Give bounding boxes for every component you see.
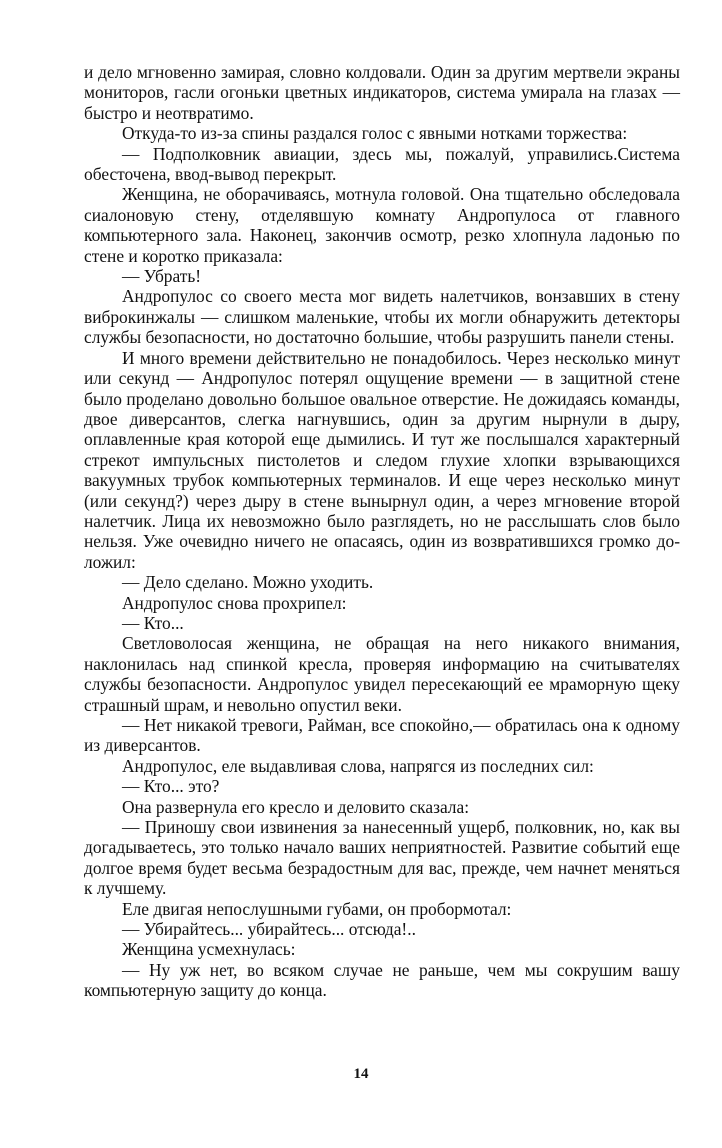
paragraph: Андропулос снова прохрипел: [122, 592, 347, 613]
paragraph: — Кто... это? [122, 776, 220, 797]
paragraph: — Кто... [122, 612, 184, 633]
paragraph: И много времени действительно не понадобилось. Через несколько минут или секунд — Андропулос потерял ощущение времени — в защитной стене было проделано довольно большое овальное отверстие. Не дожидаясь команды, двое диверсантов, слегка нагнувшись, один за другим нырнули в дыру, оплавленные края которой еще дымились. И тут же послышался характерный стрекот импульсных пистолетов и следом глухие хлопки взрывающихся вакуумных трубок компьютерных терминалов. И еще через несколько минут (или секунд?) через дыру в стене вынырнул один, а через мгновение второй налетчик. Лица их невозможно было разглядеть, но не расслышать слов было нельзя. Уже очевидно ничего не опасаясь, один из возвратившихся громко доложил: [84, 347, 680, 572]
paragraph: Женщина, не оборачиваясь, мотнула головой. Она тщательно обследовала сиалоновую стену, отделявшую комнату Андропулоса от главного компьютерного зала. Наконец, закончив осмотр, резко хлопнула ладонью по стене и коротко приказала: [84, 184, 680, 266]
paragraph: Андропулос, еле выдавливая слова, напрягся из последних сил: [122, 755, 594, 776]
paragraph: — Убирайтесь... убирайтесь... отсюда!.. [122, 919, 416, 940]
paragraph: Еле двигая непослушными губами, он пробормотал: [122, 898, 512, 919]
page-body [84, 62, 680, 1001]
paragraph: — Ну уж нет, во всяком случае не раньше, чем мы сокрушим вашу компьютерную защиту до конца. [84, 959, 680, 1001]
paragraph: Светловолосая женщина, не обращая на него никакого внимания, наклонилась над спинкой кресла, проверяя информацию на считывателях службы безопасности. Андропулос увидел пересекающий ее мраморную щеку страшный шрам, и невольно опустил веки. [84, 633, 680, 715]
paragraph: — Убрать! [122, 266, 202, 287]
paragraph: — Нет никакой тревоги, Райман, все спокойно,— обратилась она к одному из диверсантов. [84, 715, 680, 756]
paragraph: Откуда-то из-за спины раздался голос с явными нотками торжества: [122, 123, 628, 144]
paragraph: Она развернула его кресло и деловито сказала: [122, 796, 470, 817]
paragraph: Андропулос со своего места мог видеть налетчиков, вонзавших в стену виброкинжалы — слишком маленькие, чтобы их могли обнаружить детекторы службы безопасности, но достаточно большие, чтобы разрушить панели стены. [84, 286, 680, 348]
paragraph: — Подполковник авиации, здесь мы, пожалуй, управились.Система обесточена, ввод-вывод перекрыт. [84, 143, 680, 185]
paragraph: и дело мгновенно замирая, словно колдовали. Один за другим мертвели экраны мониторов, гасли огоньки цветных индикаторов, система умирала на глазах — быстро и неотвратимо. [84, 62, 680, 123]
paragraph: — Приношу свои извинения за нанесенный ущерб, полковник, но, как вы догадываетесь, это только начало ваших неприятностей. Развитие событий еще долгое время будет весьма безрадостным для вас, прежде, чем начнет меняться к лучшему. [84, 817, 680, 899]
page-number: 14 [353, 1066, 369, 1082]
paragraph: — Дело сделано. Можно уходить. [122, 572, 374, 593]
paragraph: Женщина усмехнулась: [122, 939, 296, 960]
